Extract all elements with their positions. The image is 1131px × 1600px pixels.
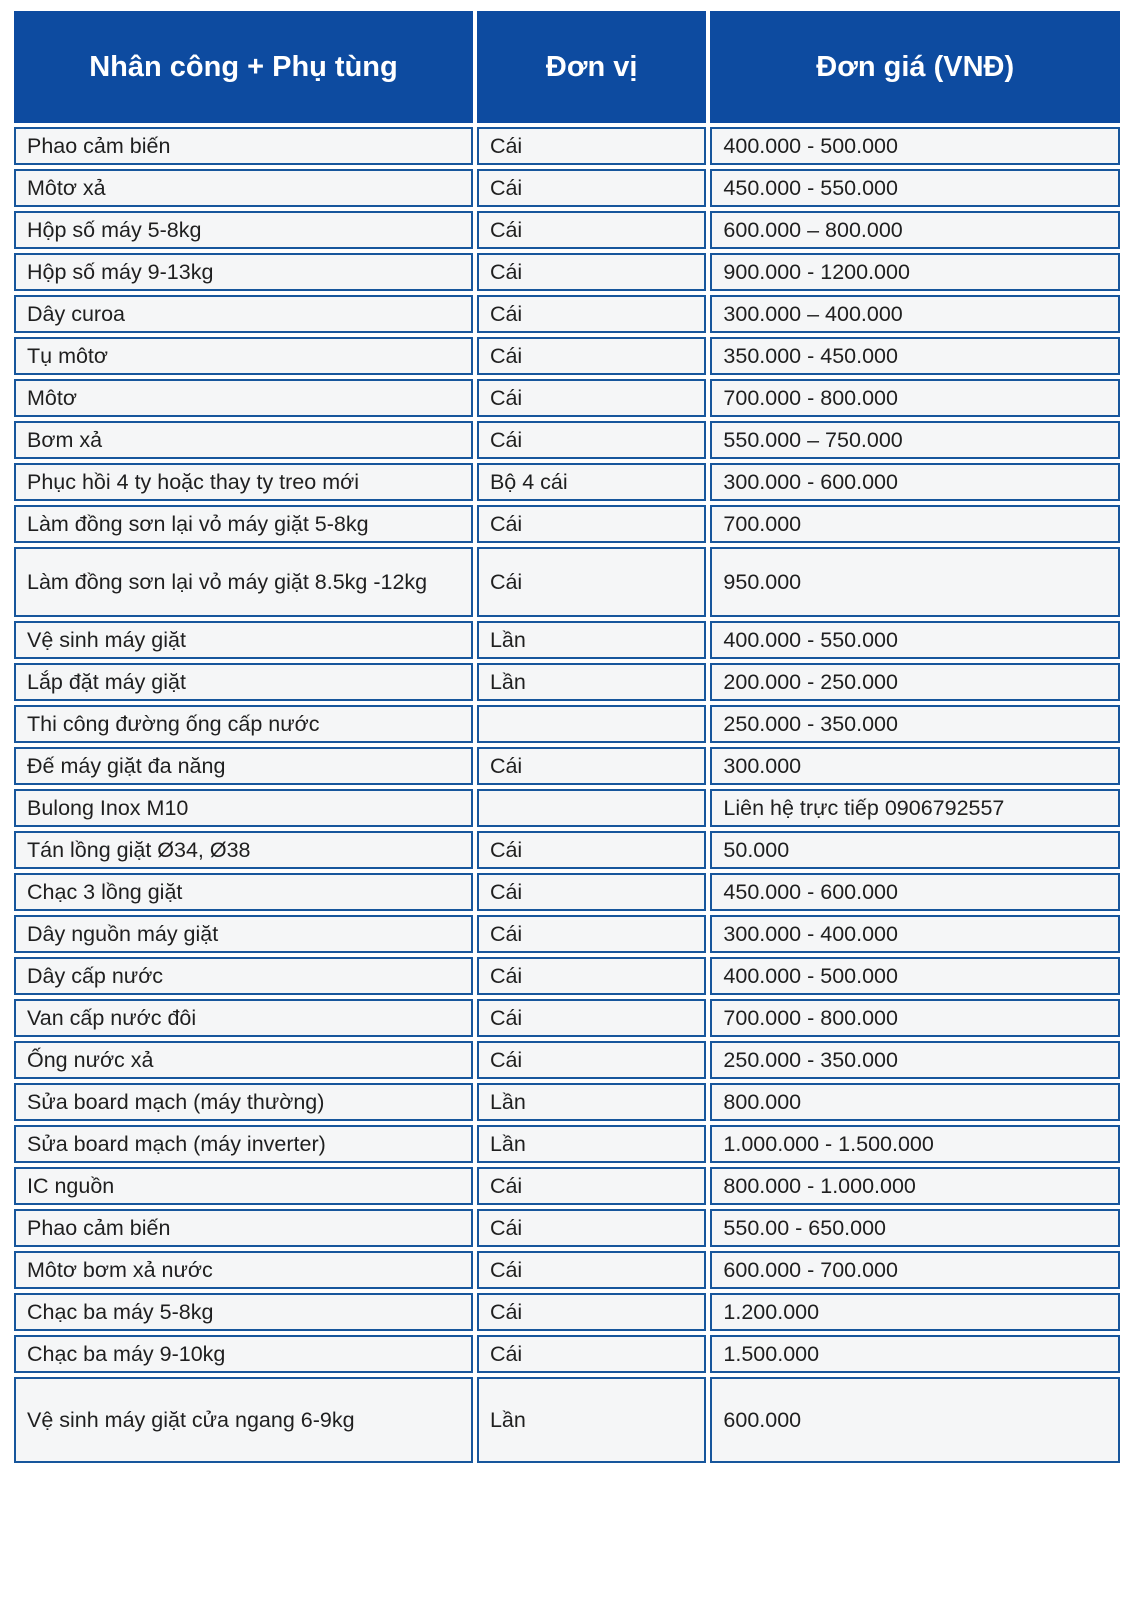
table-row [14, 379, 1120, 417]
item-cell: Môtơ [14, 379, 473, 417]
item-cell: Chạc ba máy 5-8kg [14, 1293, 473, 1331]
table-row [14, 957, 1120, 995]
unit-cell: Cái [477, 253, 706, 291]
price-cell: 700.000 - 800.000 [710, 379, 1120, 417]
table-row [14, 1209, 1120, 1247]
unit-cell: Cái [477, 1251, 706, 1289]
table-row [14, 295, 1120, 333]
item-cell: Môtơ bơm xả nước [14, 1251, 473, 1289]
item-cell: Hộp số máy 5-8kg [14, 211, 473, 249]
item-cell: Vệ sinh máy giặt [14, 621, 473, 659]
item-cell: Bulong Inox M10 [14, 789, 473, 827]
unit-cell: Cái [477, 1293, 706, 1331]
item-cell: Bơm xả [14, 421, 473, 459]
unit-cell: Lần [477, 663, 706, 701]
unit-cell: Cái [477, 211, 706, 249]
item-cell: IC nguồn [14, 1167, 473, 1205]
unit-cell: Cái [477, 957, 706, 995]
unit-cell: Lần [477, 1083, 706, 1121]
item-cell: Lắp đặt máy giặt [14, 663, 473, 701]
price-cell: 1.200.000 [710, 1293, 1120, 1331]
table-row [14, 1293, 1120, 1331]
table-row [14, 463, 1120, 501]
price-cell: 200.000 - 250.000 [710, 663, 1120, 701]
unit-cell: Cái [477, 915, 706, 953]
unit-cell [477, 705, 706, 743]
price-cell: 550.000 – 750.000 [710, 421, 1120, 459]
item-cell: Ống nước xả [14, 1041, 473, 1079]
item-cell: Sửa board mạch (máy thường) [14, 1083, 473, 1121]
price-cell: 300.000 – 400.000 [710, 295, 1120, 333]
table-row [14, 1335, 1120, 1373]
unit-cell: Cái [477, 127, 706, 165]
table-row [14, 705, 1120, 743]
table-row [14, 873, 1120, 911]
table-row [14, 211, 1120, 249]
unit-cell: Cái [477, 505, 706, 543]
table-row [14, 547, 1120, 617]
price-cell: 1.500.000 [710, 1335, 1120, 1373]
item-cell: Chạc 3 lồng giặt [14, 873, 473, 911]
unit-cell: Cái [477, 1041, 706, 1079]
item-cell: Van cấp nước đôi [14, 999, 473, 1037]
table-row [14, 663, 1120, 701]
price-cell: 400.000 - 500.000 [710, 127, 1120, 165]
price-cell: 400.000 - 500.000 [710, 957, 1120, 995]
unit-cell: Lần [477, 1125, 706, 1163]
item-cell: Tán lồng giặt Ø34, Ø38 [14, 831, 473, 869]
item-cell: Làm đồng sơn lại vỏ máy giặt 5-8kg [14, 505, 473, 543]
table-row [14, 831, 1120, 869]
price-cell: 800.000 - 1.000.000 [710, 1167, 1120, 1205]
item-cell: Hộp số máy 9-13kg [14, 253, 473, 291]
table-row [14, 505, 1120, 543]
unit-cell: Lần [477, 621, 706, 659]
unit-cell: Cái [477, 295, 706, 333]
unit-cell: Cái [477, 421, 706, 459]
price-cell: 1.000.000 - 1.500.000 [710, 1125, 1120, 1163]
item-cell: Tụ môtơ [14, 337, 473, 375]
unit-cell: Cái [477, 747, 706, 785]
unit-cell: Cái [477, 1167, 706, 1205]
table-row [14, 915, 1120, 953]
item-cell: Phao cảm biến [14, 127, 473, 165]
unit-cell: Cái [477, 831, 706, 869]
price-cell: 700.000 - 800.000 [710, 999, 1120, 1037]
price-cell: 700.000 [710, 505, 1120, 543]
item-cell: Đế máy giặt đa năng [14, 747, 473, 785]
price-table-body [14, 127, 1120, 1463]
table-row [14, 169, 1120, 207]
item-cell: Môtơ xả [14, 169, 473, 207]
column-header-price: Đơn giá (VNĐ) [710, 11, 1120, 123]
table-row [14, 1377, 1120, 1463]
item-cell: Chạc ba máy 9-10kg [14, 1335, 473, 1373]
table-row [14, 1167, 1120, 1205]
price-cell: 550.00 - 650.000 [710, 1209, 1120, 1247]
table-row [14, 789, 1120, 827]
item-cell: Dây nguồn máy giặt [14, 915, 473, 953]
price-cell: 300.000 [710, 747, 1120, 785]
price-cell: 450.000 - 600.000 [710, 873, 1120, 911]
price-cell: Liên hệ trực tiếp 0906792557 [710, 789, 1120, 827]
table-row [14, 1083, 1120, 1121]
table-row [14, 127, 1120, 165]
unit-cell: Bộ 4 cái [477, 463, 706, 501]
unit-cell: Cái [477, 1335, 706, 1373]
unit-cell: Cái [477, 169, 706, 207]
unit-cell: Cái [477, 999, 706, 1037]
table-row [14, 253, 1120, 291]
price-cell: 300.000 - 600.000 [710, 463, 1120, 501]
price-cell: 300.000 - 400.000 [710, 915, 1120, 953]
price-table-header [14, 11, 1120, 123]
item-cell: Vệ sinh máy giặt cửa ngang 6-9kg [14, 1377, 473, 1463]
unit-cell: Cái [477, 337, 706, 375]
price-cell: 350.000 - 450.000 [710, 337, 1120, 375]
table-row [14, 747, 1120, 785]
price-cell: 600.000 - 700.000 [710, 1251, 1120, 1289]
column-header-item: Nhân công + Phụ tùng [14, 11, 473, 123]
price-cell: 600.000 – 800.000 [710, 211, 1120, 249]
table-row [14, 1125, 1120, 1163]
item-cell: Dây curoa [14, 295, 473, 333]
item-cell: Dây cấp nước [14, 957, 473, 995]
price-cell: 600.000 [710, 1377, 1120, 1463]
price-cell: 900.000 - 1200.000 [710, 253, 1120, 291]
table-row [14, 337, 1120, 375]
price-cell: 800.000 [710, 1083, 1120, 1121]
table-row [14, 421, 1120, 459]
table-row [14, 1251, 1120, 1289]
item-cell: Làm đồng sơn lại vỏ máy giặt 8.5kg -12kg [14, 547, 473, 617]
unit-cell: Lần [477, 1377, 706, 1463]
price-cell: 250.000 - 350.000 [710, 1041, 1120, 1079]
unit-cell: Cái [477, 873, 706, 911]
column-header-unit: Đơn vị [477, 11, 706, 123]
item-cell: Thi công đường ống cấp nước [14, 705, 473, 743]
price-cell: 400.000 - 550.000 [710, 621, 1120, 659]
unit-cell: Cái [477, 379, 706, 417]
unit-cell: Cái [477, 1209, 706, 1247]
table-row [14, 621, 1120, 659]
price-cell: 250.000 - 350.000 [710, 705, 1120, 743]
unit-cell: Cái [477, 547, 706, 617]
price-cell: 50.000 [710, 831, 1120, 869]
item-cell: Phao cảm biến [14, 1209, 473, 1247]
table-row [14, 1041, 1120, 1079]
item-cell: Sửa board mạch (máy inverter) [14, 1125, 473, 1163]
header-row [14, 11, 1120, 123]
table-row [14, 999, 1120, 1037]
unit-cell [477, 789, 706, 827]
item-cell: Phục hồi 4 ty hoặc thay ty treo mới [14, 463, 473, 501]
price-table [10, 7, 1124, 1467]
price-cell: 450.000 - 550.000 [710, 169, 1120, 207]
price-cell: 950.000 [710, 547, 1120, 617]
